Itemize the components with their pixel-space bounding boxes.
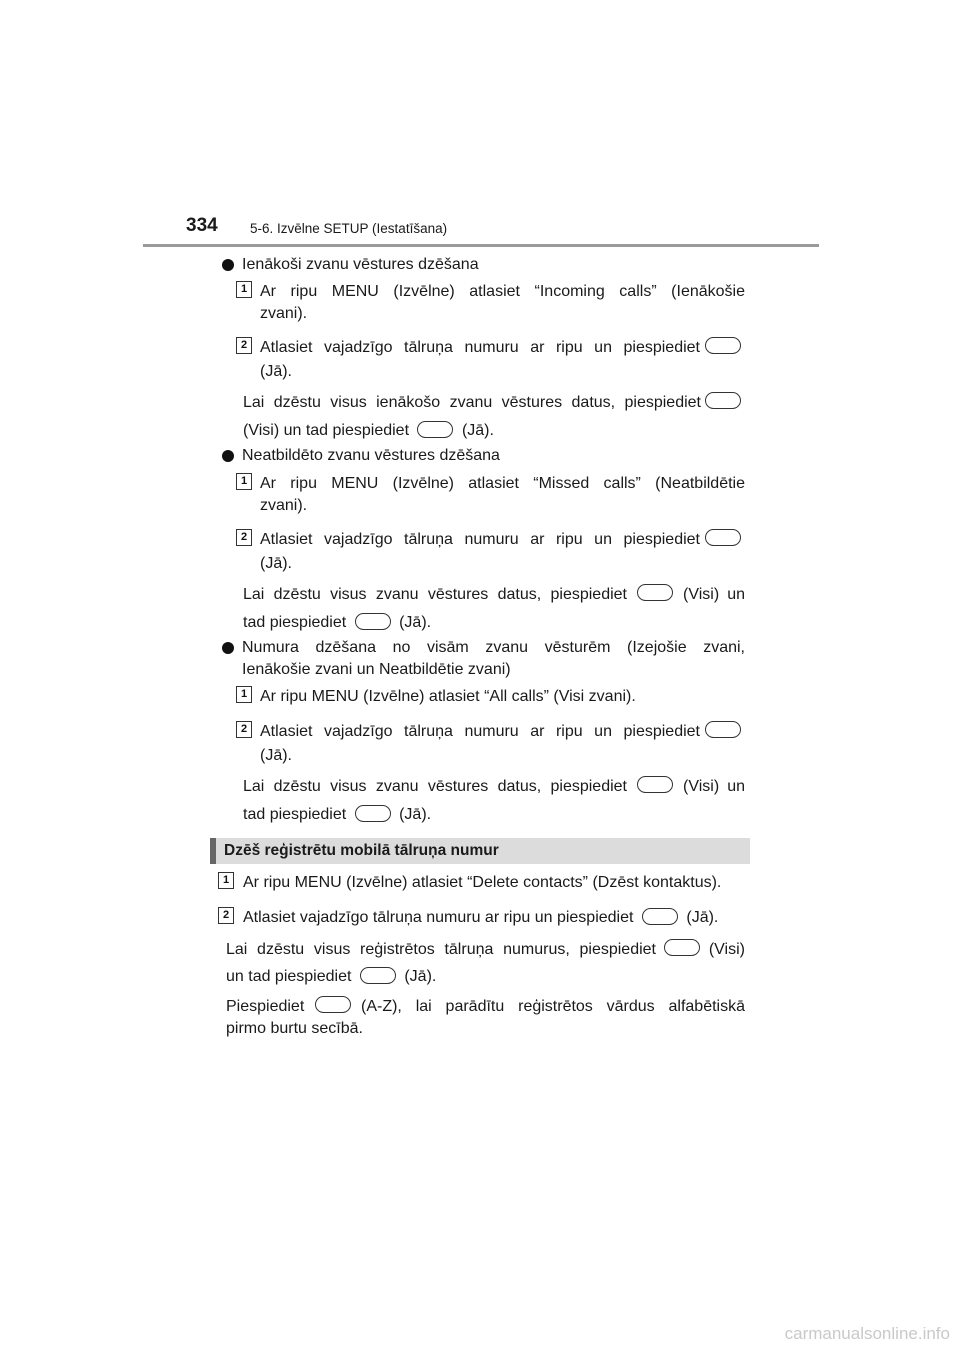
subsection-banner [210,838,750,864]
all-button-icon [705,392,741,409]
bullet-dot [222,259,234,271]
step-text: (Jā). [260,555,292,572]
note-line [226,939,745,961]
step-text: Ar ripu MENU (Izvēlne) atlasiet “Missed calls” (Neatbildētie [260,475,745,492]
page-number: 334 [186,215,218,236]
step-line [260,721,745,743]
note-text: tad piespiediet [243,806,347,823]
step-text: Ar ripu MENU (Izvēlne) atlasiet “Incoming calls” (Ienākošie [260,283,745,300]
section-title: 5-6. Izvēlne SETUP (Iestatīšana) [250,221,448,236]
step-badge-2: 2 [236,337,252,354]
note-text: (Jā). [461,422,494,439]
watermark: carmanualsonline.info [784,1324,950,1343]
yes-button-icon [705,337,741,354]
note-line [226,996,745,1018]
step-text: (Jā). [260,363,292,380]
step-badge-1: 1 [236,686,252,703]
banner-accent [210,838,216,864]
yes-button-icon [417,421,453,438]
step-text: Atlasiet vajadzīgo tālruņa numuru ar ripu un piespiediet [243,909,634,926]
step-line [243,907,718,929]
step-text: Atlasiet vajadzīgo tālruņa numuru ar ripu un piespiediet [260,723,700,740]
note-text: pirmo burtu secībā. [226,1020,363,1037]
note-line [226,966,436,988]
note-text: (Visi) un [683,778,745,795]
step-badge-2: 2 [218,907,234,924]
yes-button-icon [355,613,391,630]
step-text: Ar ripu MENU (Izvēlne) atlasiet “All calls” (Visi zvani). [260,688,636,705]
bullet-heading-all-cont: Ienākošie zvani un Neatbildētie zvani) [242,661,511,678]
step-text: (Jā). [686,909,719,926]
note-line [243,804,431,826]
yes-button-icon [355,805,391,822]
all-button-icon [637,584,673,601]
step-badge-1: 1 [218,872,234,889]
note-text: (Visi) [708,941,745,958]
note-text: Piespiediet [226,998,305,1015]
step-text: zvani). [260,305,308,322]
all-button-icon [637,776,673,793]
yes-button-icon [705,529,741,546]
bullet-heading-incoming: Ienākoši zvanu vēstures dzēšana [242,256,479,273]
note-text: (A-Z), lai parādītu reģistrētos vārdus alfabētiskā [361,998,745,1015]
note-line [243,420,494,442]
step-text: (Jā). [260,747,292,764]
note-text: un tad piespiediet [226,968,352,985]
note-line [243,584,745,606]
yes-button-icon [360,967,396,984]
step-badge-2: 2 [236,529,252,546]
bullet-dot [222,642,234,654]
note-line [243,392,745,414]
banner-title: Dzēš reģistrētu mobilā tālruņa numur [224,842,499,859]
step-badge-1: 1 [236,281,252,298]
note-text: (Visi) un tad piespiediet [243,422,410,439]
step-badge-1: 1 [236,473,252,490]
note-text: Lai dzēstu visus zvanu vēstures datus, piespiediet [243,586,627,603]
az-button-icon [315,996,351,1013]
bullet-heading-missed: Neatbildēto zvanu vēstures dzēšana [242,447,500,464]
step-badge-2: 2 [236,721,252,738]
step-text: Atlasiet vajadzīgo tālruņa numuru ar ripu un piespiediet [260,531,700,548]
step-text: Atlasiet vajadzīgo tālruņa numuru ar ripu un piespiediet [260,339,700,356]
note-text: tad piespiediet [243,614,347,631]
step-text: zvani). [260,497,308,514]
step-line [260,529,745,551]
note-text: (Jā). [399,806,432,823]
note-line [243,776,745,798]
note-text: Lai dzēstu visus zvanu vēstures datus, piespiediet [243,778,627,795]
yes-button-icon [705,721,741,738]
yes-button-icon [642,908,678,925]
note-text: Lai dzēstu visus ienākošo zvanu vēstures datus, piespiediet [243,394,701,411]
note-line [243,612,431,634]
step-line [260,337,745,359]
note-text: (Jā). [404,968,437,985]
bullet-dot [222,450,234,462]
all-button-icon [664,939,700,956]
step-text: Ar ripu MENU (Izvēlne) atlasiet “Delete contacts” (Dzēst kontaktus). [243,874,722,891]
note-text: Lai dzēstu visus reģistrētos tālruņa numurus, piespiediet [226,941,656,958]
header-divider [143,244,819,247]
note-text: (Visi) un [683,586,745,603]
note-text: (Jā). [399,614,432,631]
bullet-heading-all: Numura dzēšana no visām zvanu vēsturēm (Izejošie zvani, [242,639,745,656]
